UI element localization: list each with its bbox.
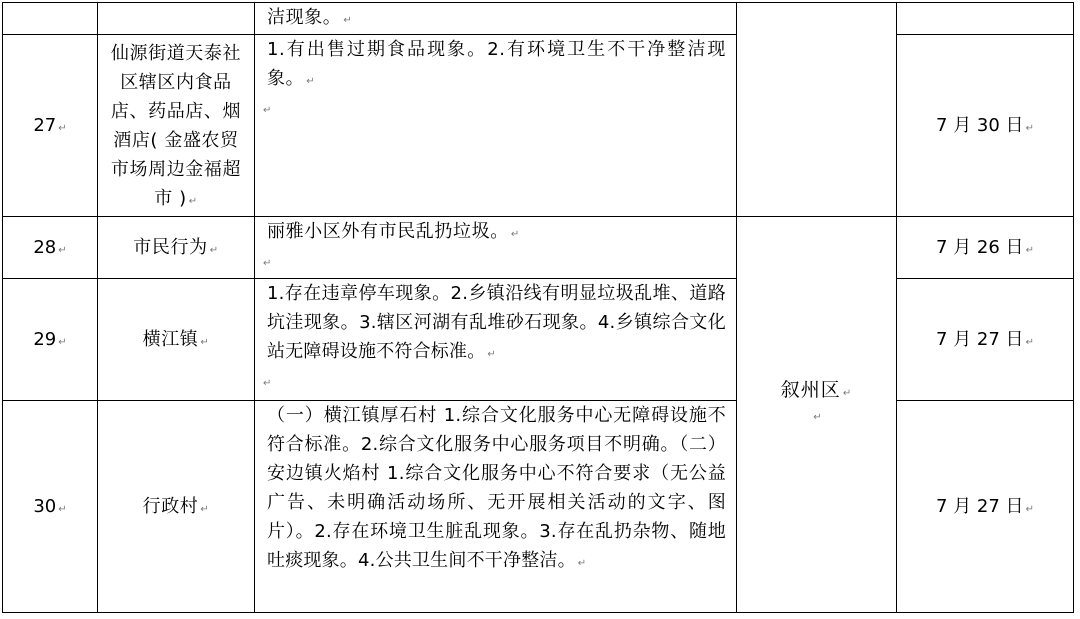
paragraph-mark-icon: ↵ xyxy=(510,229,520,240)
cell-date xyxy=(897,217,1074,279)
cell-location xyxy=(98,217,255,279)
date-text: 7 月 30 日 xyxy=(936,115,1024,136)
paragraph-mark-icon: ↵ xyxy=(188,195,198,207)
paragraph-mark-icon: ↵ xyxy=(263,378,272,389)
row-number: 29 xyxy=(33,329,57,350)
issue-text: （一）横江镇厚石村 1.综合文化服务中心无障碍设施不符合标准。2.综合文化服务中心服务项目不明确。（二）安边镇火焰村 1.综合文化服务中心不符合要求（无公益广告、未明确活动场所、无开展相关活动的文字、图片）。2.存在环境卫生脏乱现象。3.存在乱扔杂物、随地吐痰现象。4.公共卫生间不干净整洁。 xyxy=(267,405,726,571)
paragraph-mark-icon: ↵ xyxy=(1025,337,1034,348)
location-text: 行政村 xyxy=(142,496,199,517)
issue-text: 1.有出售过期食品现象。2.有环境卫生不干净整洁现象。 xyxy=(267,39,726,89)
date-text: 7 月 27 日 xyxy=(936,496,1024,517)
issue-text: 1.存在违章停车现象。2.乡镇沿线有明显垃圾乱堆、道路坑洼现象。3.辖区河湖有乱堆砂石现象。4.乡镇综合文化站无障碍设施不符合标准。 xyxy=(267,283,726,362)
paragraph-mark-icon: ↵ xyxy=(306,76,316,87)
issue-text: 丽雅小区外有市民乱扔垃圾。 xyxy=(267,221,509,242)
row-number: 27 xyxy=(33,115,57,136)
table-row xyxy=(3,401,1074,613)
paragraph-mark-icon: ↵ xyxy=(58,337,67,348)
paragraph-mark-icon: ↵ xyxy=(200,337,210,348)
paragraph-mark-icon: ↵ xyxy=(263,258,272,269)
cell-location-empty xyxy=(98,3,255,35)
paragraph-mark-icon: ↵ xyxy=(813,412,822,423)
row-number: 28 xyxy=(33,237,57,258)
date-text: 7 月 27 日 xyxy=(936,329,1024,350)
cell-date-empty xyxy=(897,3,1074,35)
paragraph-mark-icon: ↵ xyxy=(58,504,67,515)
paragraph-mark-icon: ↵ xyxy=(58,123,67,134)
inspection-table xyxy=(2,2,1074,613)
date-text: 7 月 26 日 xyxy=(936,237,1024,258)
paragraph-mark-icon: ↵ xyxy=(58,245,67,256)
cell-location xyxy=(98,401,255,613)
paragraph-mark-icon: ↵ xyxy=(842,388,853,399)
paragraph-mark-icon: ↵ xyxy=(1025,245,1034,256)
cell-issue xyxy=(255,35,737,217)
paragraph-mark-icon: ↵ xyxy=(1025,504,1034,515)
cell-issue xyxy=(255,279,737,401)
cell-issue xyxy=(255,217,737,279)
table-row xyxy=(3,35,1074,217)
cell-date xyxy=(897,401,1074,613)
table-row xyxy=(3,217,1074,279)
district-name: 叙州区 xyxy=(780,379,841,401)
location-text: 横江镇 xyxy=(142,329,199,350)
paragraph-mark-icon: ↵ xyxy=(1025,123,1034,134)
cell-number-empty xyxy=(3,3,98,35)
table-row xyxy=(3,279,1074,401)
cell-number xyxy=(3,401,98,613)
cell-issue xyxy=(255,3,737,35)
cell-district-empty xyxy=(737,3,897,217)
cell-location xyxy=(98,35,255,217)
table-row-continued xyxy=(3,3,1074,35)
cell-number xyxy=(3,217,98,279)
location-text: 市民行为 xyxy=(133,237,208,258)
cell-number xyxy=(3,35,98,217)
cell-location xyxy=(98,279,255,401)
paragraph-mark-icon: ↵ xyxy=(200,504,210,515)
cell-number xyxy=(3,279,98,401)
paragraph-mark-icon: ↵ xyxy=(209,245,219,256)
paragraph-mark-icon: ↵ xyxy=(487,349,496,360)
issue-text: 洁现象。 xyxy=(267,7,342,28)
paragraph-mark-icon: ↵ xyxy=(577,558,587,569)
cell-district xyxy=(737,217,897,613)
cell-issue xyxy=(255,401,737,613)
location-text: 仙源街道天泰社区辖区内食品店、药品店、烟酒店( 金盛农贸市场周边金福超市 ) xyxy=(110,42,242,209)
cell-date xyxy=(897,279,1074,401)
paragraph-mark-icon: ↵ xyxy=(343,15,353,26)
paragraph-mark-icon: ↵ xyxy=(263,105,272,116)
row-number: 30 xyxy=(33,496,57,517)
cell-date xyxy=(897,35,1074,217)
